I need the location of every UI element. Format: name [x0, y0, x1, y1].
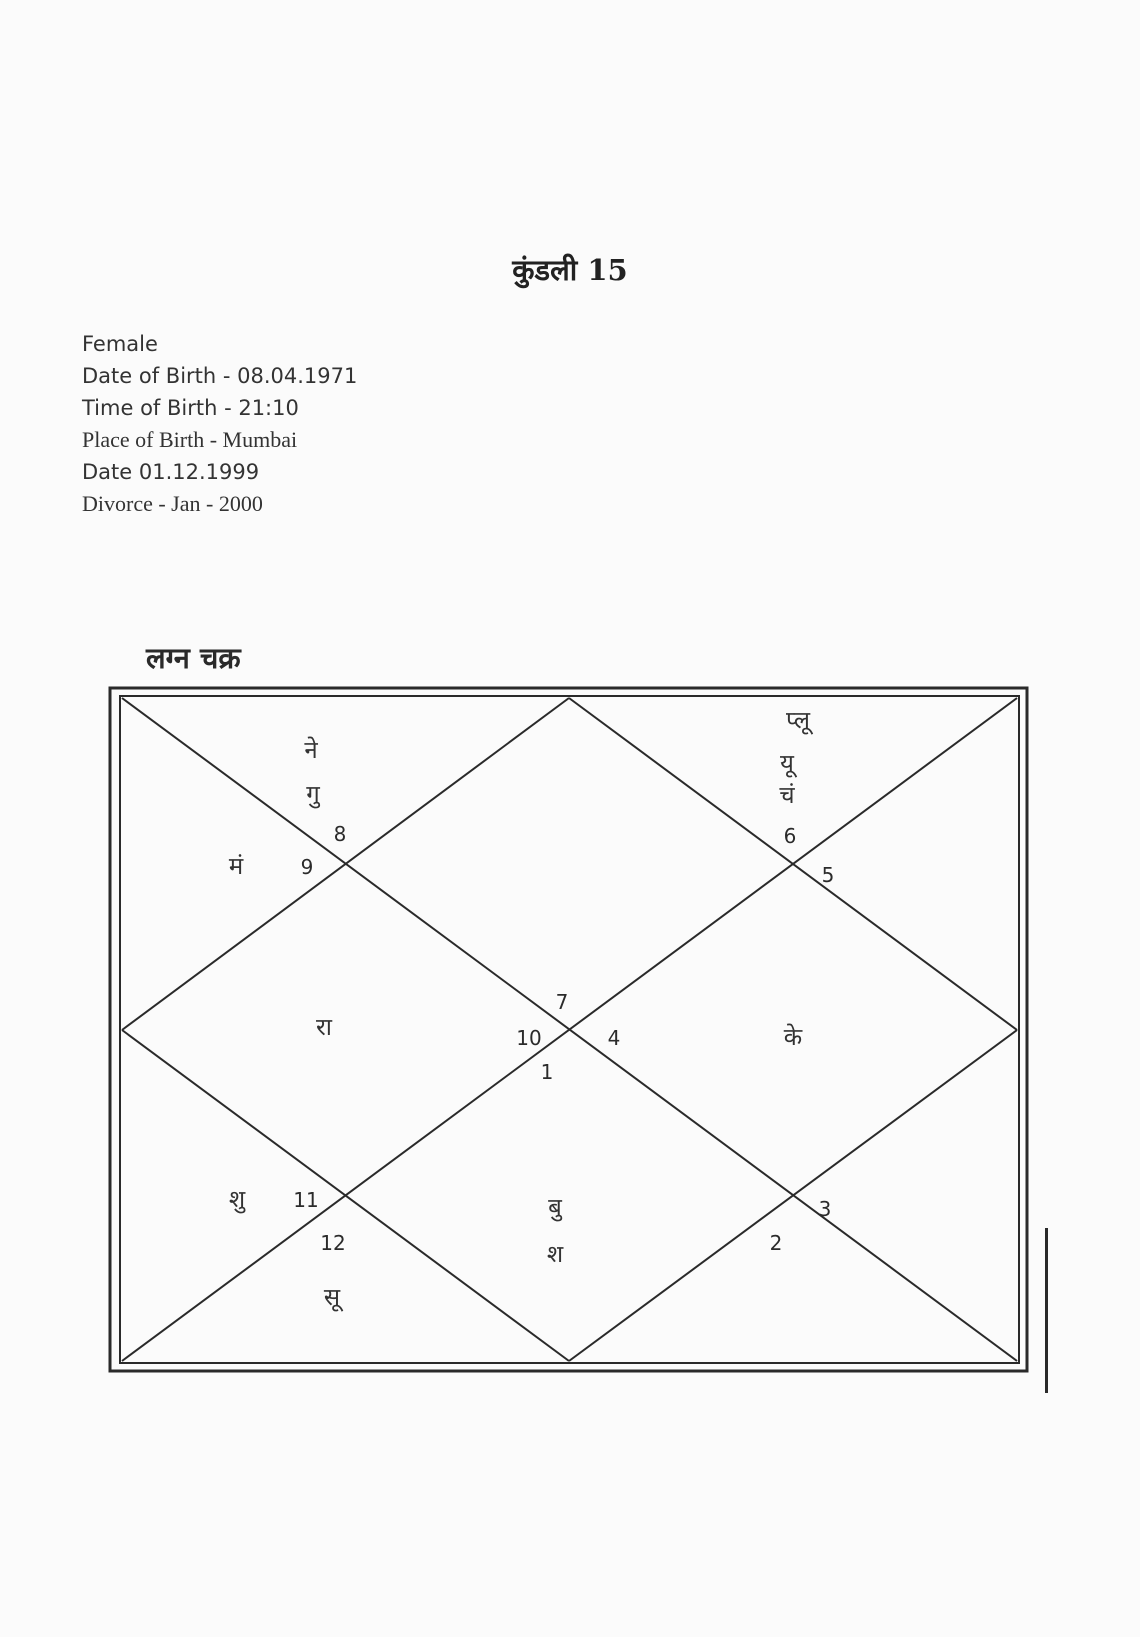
- planet-cha: चं: [779, 781, 795, 809]
- house-number-9: 9: [300, 855, 314, 879]
- planet-plu: प्लू: [785, 706, 811, 734]
- house-number-2: 2: [769, 1231, 783, 1255]
- planet-shu: शु: [228, 1185, 246, 1213]
- house-number-4: 4: [607, 1026, 621, 1050]
- divorce-text: Divorce - Jan - 2000: [82, 491, 263, 516]
- planet-bu: बु: [548, 1193, 562, 1221]
- house-number-10: 10: [516, 1026, 542, 1050]
- planet-ne: ने: [304, 736, 318, 764]
- chart-heading: लग्न चक्र: [146, 641, 241, 675]
- house-number-5: 5: [821, 863, 835, 887]
- house-number-6: 6: [783, 824, 797, 848]
- house-number-12: 12: [320, 1231, 346, 1255]
- planet-gu: गु: [306, 780, 320, 808]
- house-number-3: 3: [818, 1197, 832, 1221]
- house-number-8: 8: [333, 822, 347, 846]
- house-number-7: 7: [555, 990, 569, 1014]
- planet-ke: के: [783, 1023, 803, 1051]
- page-title: कुंडली 15: [512, 253, 628, 287]
- planet-sha: श: [546, 1240, 564, 1268]
- gender-text: Female: [82, 332, 158, 356]
- date-text: Date 01.12.1999: [82, 460, 260, 484]
- place-of-birth-text: Place of Birth - Mumbai: [82, 427, 298, 452]
- date-of-birth-text: Date of Birth - 08.04.1971: [82, 364, 358, 388]
- planet-ma: मं: [228, 852, 244, 880]
- planet-ra: रा: [315, 1013, 333, 1041]
- planet-su: सू: [323, 1283, 341, 1311]
- planet-yu: यू: [780, 749, 794, 777]
- chart-lines: [122, 698, 1017, 1361]
- house-number-11: 11: [293, 1188, 319, 1212]
- time-of-birth-text: Time of Birth - 21:10: [82, 396, 299, 420]
- margin-line: [1045, 1228, 1048, 1393]
- house-number-1: 1: [540, 1060, 554, 1084]
